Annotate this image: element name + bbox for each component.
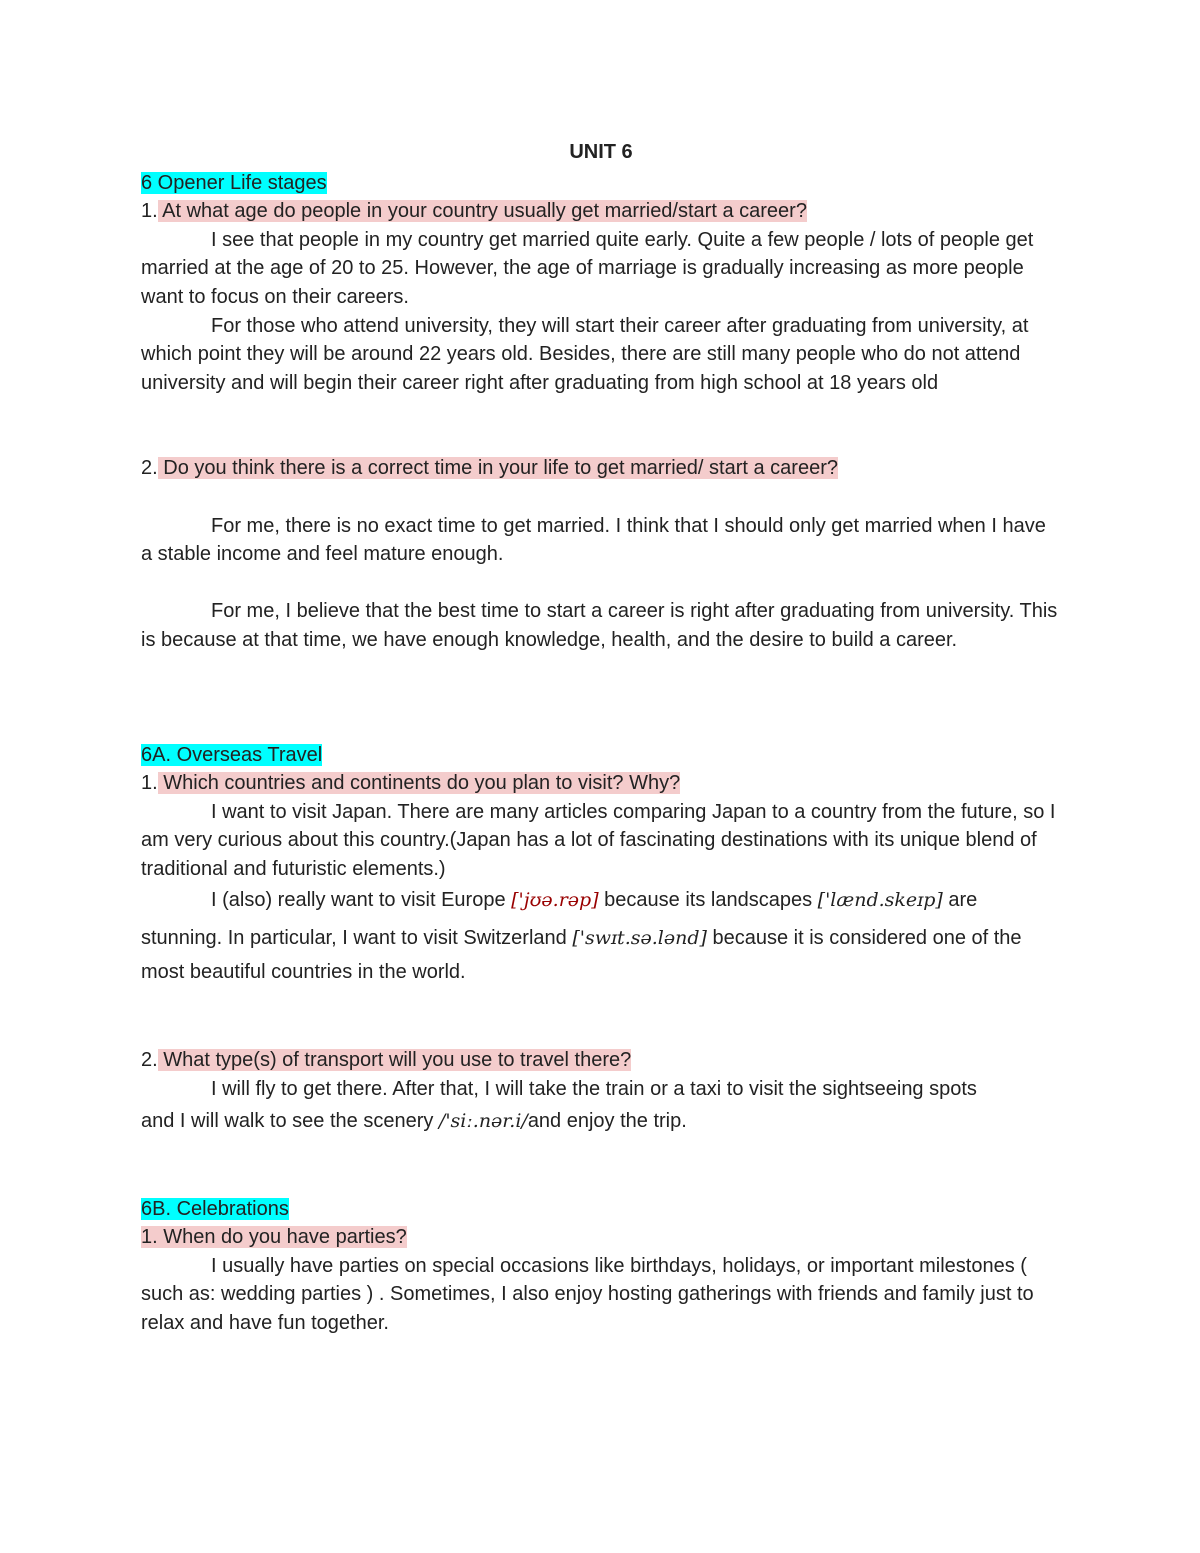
- answer-paragraph: [141, 883, 1061, 917]
- answer-text: are: [942, 889, 978, 912]
- ipa-transcription: /'siː.nər.i/: [438, 1109, 528, 1132]
- question: [141, 197, 1061, 226]
- question-text: At what age do people in your country usually get married/start a career?: [157, 200, 807, 223]
- section-heading-text: 6A. Overseas Travel: [141, 743, 323, 766]
- question-number: 1.: [141, 200, 158, 223]
- answer-text: because its landscapes: [598, 889, 818, 912]
- question: [141, 1046, 1061, 1075]
- question-number: 2.: [141, 1049, 158, 1072]
- question-number: 1.: [141, 772, 158, 795]
- answer-paragraph: For me, I believe that the best time to start a career is right after graduating from university. This is because at that time, we have enough knowledge, health, and the desire to build a career.: [141, 600, 1058, 651]
- page-title: UNIT 6: [569, 141, 633, 163]
- question: [141, 454, 1061, 483]
- section-heading: [141, 741, 1061, 770]
- ipa-transcription: ['swɪt.sə.lənd]: [572, 927, 707, 950]
- answer-text: because it is considered one of the most beautiful countries in the world.: [141, 927, 1022, 984]
- section-heading: [141, 169, 1061, 198]
- question: [141, 769, 1061, 798]
- question-text: Which countries and continents do you plan to visit? Why?: [157, 772, 681, 795]
- question-text: What type(s) of transport will you use to travel there?: [157, 1049, 632, 1072]
- answer-paragraph: For me, there is no exact time to get married. I think that I should only get married when I have a stable income and feel mature enough.: [141, 514, 1046, 566]
- answer-paragraph: For those who attend university, they will start their career after graduating from university, at which point they will be around 22 years old. Besides, there are still many people who do not attend university and will begin their career right after graduating from high school at 18 years old: [141, 314, 1029, 394]
- document-page: [141, 138, 1061, 1338]
- answer-text: and enjoy the trip.: [527, 1109, 687, 1132]
- section-heading-text: 6B. Celebrations: [141, 1197, 289, 1220]
- question-number: 2.: [141, 457, 158, 480]
- section-heading-text: 6 Opener Life stages: [141, 171, 327, 194]
- ipa-transcription: ['lænd.skeɪp]: [817, 889, 943, 912]
- ipa-transcription: ['jʊə.rəp]: [511, 889, 599, 912]
- question-text: 1. When do you have parties?: [141, 1226, 407, 1249]
- answer-text: stunning. In particular, I want to visit Switzerland: [141, 927, 573, 950]
- answer-paragraph: I usually have parties on special occasions like birthdays, holidays, or important milestones ( such as: wedding parties ) . Sometimes, I also enjoy hosting gatherings with friends and family just to relax and have fun together.: [141, 1254, 1034, 1335]
- answer-paragraph: [141, 921, 1061, 989]
- question-text: Do you think there is a correct time in your life to get married/ start a career?: [157, 457, 838, 480]
- answer-paragraph: [141, 1104, 1061, 1138]
- answer-paragraph: I see that people in my country get married quite early. Quite a few people / lots of people get married at the age of 20 to 25. However, the age of marriage is gradually increasing as more people want to focus on their careers.: [141, 228, 1034, 308]
- section-heading: [141, 1195, 1061, 1224]
- answer-text: and I will walk to see the scenery: [141, 1109, 439, 1132]
- answer-text: I (also) really want to visit Europe: [211, 889, 512, 912]
- question: [141, 1223, 1061, 1252]
- answer-paragraph: I will fly to get there. After that, I will take the train or a taxi to visit the sightseeing spots: [211, 1078, 977, 1101]
- answer-paragraph: I want to visit Japan. There are many articles comparing Japan to a country from the future, so I am very curious about this country.(Japan has a lot of fascinating destinations with its unique blend of traditional and futuristic elements.): [141, 800, 1056, 880]
